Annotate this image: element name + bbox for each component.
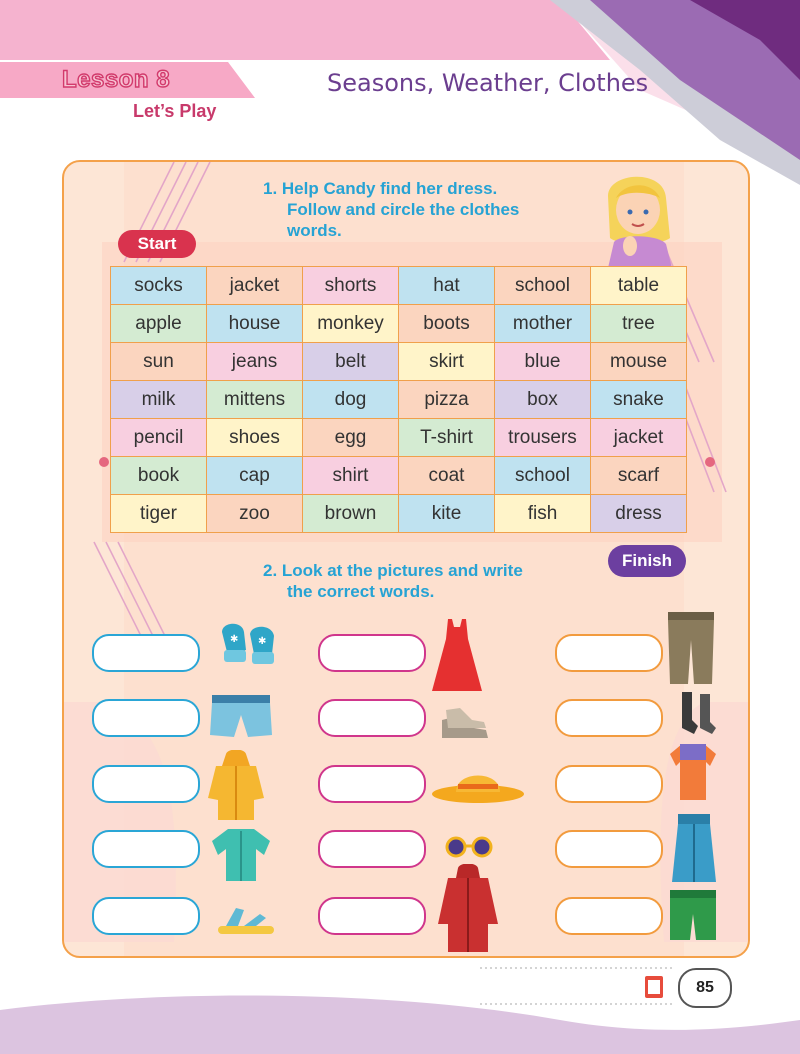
hat-icon: [430, 764, 528, 806]
grid-cell[interactable]: blue: [495, 343, 591, 381]
sunglasses-icon: [442, 836, 496, 858]
shorts-icon: [208, 693, 274, 741]
trousers-icon: [666, 610, 716, 686]
grid-cell[interactable]: table: [591, 267, 687, 305]
answer-box-mittens[interactable]: [92, 634, 200, 672]
answer-box-shirt[interactable]: [92, 830, 200, 868]
page-number: 85: [678, 968, 732, 1008]
svg-text:✱: ✱: [258, 636, 267, 647]
grid-cell[interactable]: egg: [303, 419, 399, 457]
grid-row: [111, 457, 687, 495]
grid-cell[interactable]: skirt: [399, 343, 495, 381]
task1-line2: Follow and circle the clothes: [287, 200, 520, 219]
grid-cell[interactable]: box: [495, 381, 591, 419]
answer-box-hat[interactable]: [318, 765, 426, 803]
grid-cell[interactable]: apple: [111, 305, 207, 343]
grid-cell[interactable]: boots: [399, 305, 495, 343]
grid-row: [111, 267, 687, 305]
task2-line1: 2. Look at the pictures and write: [263, 561, 523, 580]
grid-row: [111, 305, 687, 343]
grid-cell[interactable]: mother: [495, 305, 591, 343]
grid-cell[interactable]: shirt: [303, 457, 399, 495]
grid-cell[interactable]: school: [495, 457, 591, 495]
book-icon: [643, 974, 665, 1000]
grid-cell[interactable]: coat: [399, 457, 495, 495]
svg-text:✱: ✱: [230, 634, 239, 645]
answer-box-dress[interactable]: [318, 634, 426, 672]
grid-cell[interactable]: book: [111, 457, 207, 495]
grid-cell[interactable]: school: [495, 267, 591, 305]
grid-cell[interactable]: pizza: [399, 381, 495, 419]
t-shirt-icon: [668, 740, 718, 802]
grid-cell[interactable]: T-shirt: [399, 419, 495, 457]
skirt-icon: [670, 812, 718, 884]
grid-cell[interactable]: socks: [111, 267, 207, 305]
answer-box-green-shorts[interactable]: [555, 897, 663, 935]
grid-cell[interactable]: mouse: [591, 343, 687, 381]
task1-line3: words.: [287, 221, 342, 240]
lesson-number: Lesson 8: [62, 66, 171, 93]
answer-box-shoes[interactable]: [318, 699, 426, 737]
grid-cell[interactable]: milk: [111, 381, 207, 419]
answer-box-coat[interactable]: [318, 897, 426, 935]
grid-cell[interactable]: zoo: [207, 495, 303, 533]
grid-cell[interactable]: fish: [495, 495, 591, 533]
finish-badge: Finish: [608, 545, 686, 577]
grid-row: [111, 495, 687, 533]
answer-box-shorts[interactable]: [92, 699, 200, 737]
grid-cell[interactable]: kite: [399, 495, 495, 533]
grid-cell[interactable]: jeans: [207, 343, 303, 381]
grid-cell[interactable]: jacket: [591, 419, 687, 457]
grid-cell[interactable]: brown: [303, 495, 399, 533]
grid-cell[interactable]: hat: [399, 267, 495, 305]
answer-box-tshirt[interactable]: [555, 765, 663, 803]
answer-box-skirt[interactable]: [555, 830, 663, 868]
grid-cell[interactable]: trousers: [495, 419, 591, 457]
grid-cell[interactable]: house: [207, 305, 303, 343]
word-maze-grid: [110, 266, 687, 533]
green-shorts-icon: [668, 888, 718, 942]
grid-cell[interactable]: sun: [111, 343, 207, 381]
grid-cell[interactable]: tiger: [111, 495, 207, 533]
grid-cell[interactable]: mittens: [207, 381, 303, 419]
answer-box-socks[interactable]: [555, 699, 663, 737]
grid-cell[interactable]: scarf: [591, 457, 687, 495]
task2-line2: the correct words.: [287, 582, 435, 601]
lesson-topic: Seasons, Weather, Clothes: [327, 69, 649, 97]
start-badge: Start: [118, 230, 196, 258]
socks-icon: [678, 690, 718, 736]
candy-girl-icon: [600, 168, 680, 268]
grid-row: [111, 419, 687, 457]
grid-row: [111, 343, 687, 381]
grid-cell[interactable]: pencil: [111, 419, 207, 457]
grid-cell[interactable]: snake: [591, 381, 687, 419]
answer-box-trousers[interactable]: [555, 634, 663, 672]
sandal-icon: [216, 904, 276, 938]
grid-cell[interactable]: cap: [207, 457, 303, 495]
lesson-subtitle: Let’s Play: [133, 101, 217, 121]
grid-cell[interactable]: dress: [591, 495, 687, 533]
answer-box-sunglasses[interactable]: [318, 830, 426, 868]
grid-cell[interactable]: tree: [591, 305, 687, 343]
grid-cell[interactable]: monkey: [303, 305, 399, 343]
grid-cell[interactable]: jacket: [207, 267, 303, 305]
grid-cell[interactable]: belt: [303, 343, 399, 381]
mittens-icon: [216, 620, 280, 670]
task1-line1: 1. Help Candy find her dress.: [263, 179, 498, 198]
dress-icon: [430, 617, 484, 693]
raincoat-icon: [206, 750, 266, 822]
shoes-icon: [438, 706, 494, 740]
grid-row: [111, 381, 687, 419]
shirt-icon: [210, 827, 272, 883]
grid-cell[interactable]: dog: [303, 381, 399, 419]
grid-cell[interactable]: shorts: [303, 267, 399, 305]
answer-box-raincoat[interactable]: [92, 765, 200, 803]
grid-cell[interactable]: shoes: [207, 419, 303, 457]
answer-box-sandal[interactable]: [92, 897, 200, 935]
coat-icon: [436, 864, 500, 954]
